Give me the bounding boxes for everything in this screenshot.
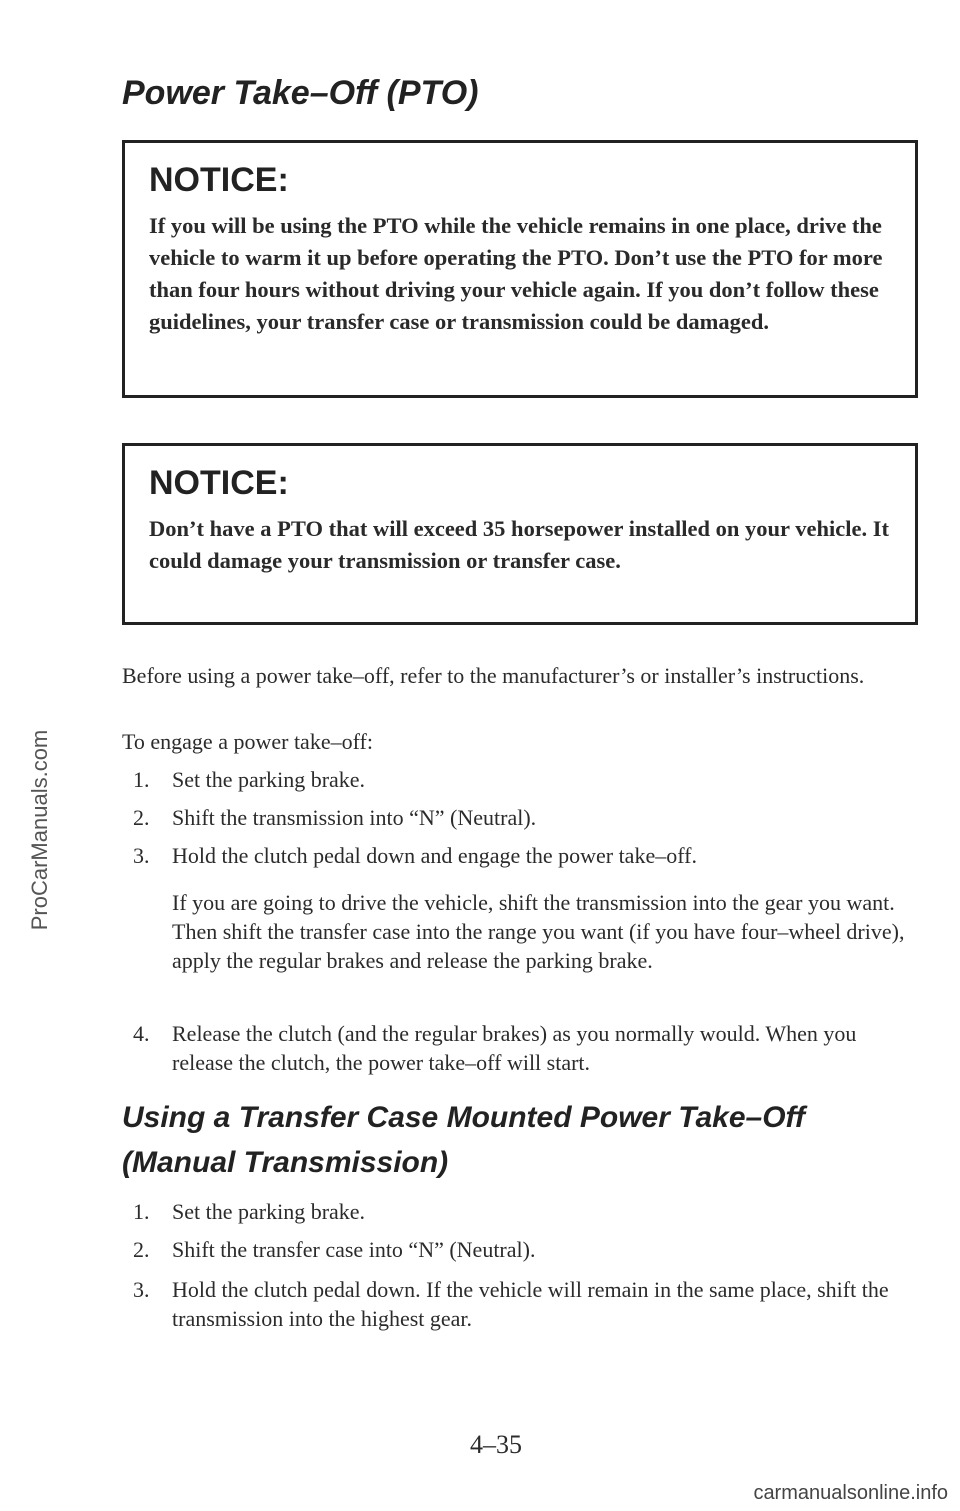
- page-title: Power Take–Off (PTO): [122, 74, 479, 112]
- watermark-side: ProCarManuals.com: [27, 729, 52, 931]
- list-number: 2.: [133, 805, 150, 830]
- notice-text: If you will be using the PTO while the vehicle remains in one place, drive the vehicle to warm it up before operating the PTO. Don’t use the PTO for more than four hours without driving your vehicle again. If you don’t follow these guidelines, your transfer case or transmission could be damaged.: [149, 213, 883, 334]
- watermark-bottom: carmanualsonline.info: [753, 1482, 948, 1504]
- page-number: 4–35: [470, 1430, 522, 1459]
- list-number: 3.: [133, 1277, 150, 1302]
- notice-box-1: [122, 140, 918, 398]
- list-text: Hold the clutch pedal down and engage the power take–off.: [172, 843, 697, 868]
- notice-label: NOTICE:: [149, 161, 289, 199]
- engage-note: If you are going to drive the vehicle, shift the transmission into the gear you want. Then shift the transfer case into the range you want (if you have four–wheel drive), apply the regular brakes and release the parking brake.: [172, 890, 905, 973]
- engage-heading: To engage a power take–off:: [122, 729, 373, 754]
- notice-label: NOTICE:: [149, 464, 289, 502]
- section-heading: Using a Transfer Case Mounted Power Take–Off (Manual Transmission): [122, 1101, 805, 1179]
- intro-paragraph: Before using a power take–off, refer to the manufacturer’s or installer’s instructions.: [122, 663, 865, 688]
- list-number: 1.: [133, 1199, 150, 1224]
- list-number: 2.: [133, 1237, 150, 1262]
- notice-box-2: [122, 443, 918, 625]
- list-text: Shift the transfer case into “N” (Neutral).: [172, 1237, 536, 1262]
- list-number: 4.: [133, 1021, 150, 1046]
- notice-text: Don’t have a PTO that will exceed 35 horsepower installed on your vehicle. It could damage your transmission or transfer case.: [149, 516, 889, 573]
- list-text: Set the parking brake.: [172, 1199, 366, 1224]
- watermark-side-region: [0, 0, 60, 1511]
- list-text: Release the clutch (and the regular brakes) as you normally would. When you release the clutch, the power take–off will start.: [172, 1021, 857, 1075]
- list-text: Shift the transmission into “N” (Neutral).: [172, 805, 537, 830]
- list-text: Hold the clutch pedal down. If the vehicle will remain in the same place, shift the transmission into the highest gear.: [172, 1277, 889, 1331]
- list-number: 1.: [133, 767, 150, 792]
- list-text: Set the parking brake.: [172, 767, 366, 792]
- list-number: 3.: [133, 843, 150, 868]
